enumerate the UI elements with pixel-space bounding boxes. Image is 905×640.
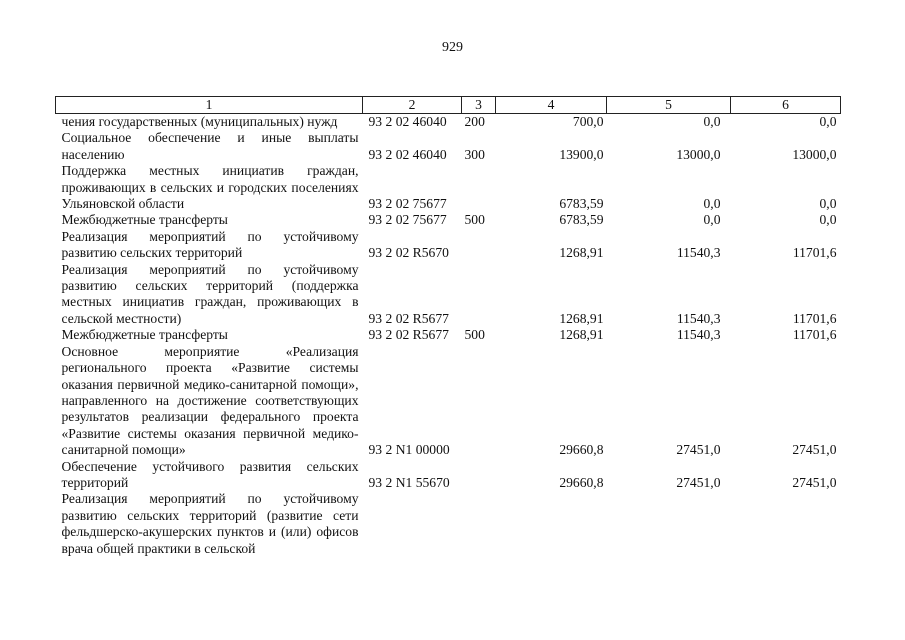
column-header: 3 <box>462 97 496 114</box>
row-expense-type <box>462 229 496 262</box>
table-row <box>56 163 841 212</box>
row-expense-type: 500 <box>464 327 485 343</box>
row-value-col4: 29660,8 <box>559 442 604 458</box>
row-value-col6: 0,0 <box>819 212 837 228</box>
row-value-col4: 1268,91 <box>559 245 604 261</box>
table-row <box>56 130 841 163</box>
row-name: Социальное обеспечение и иные выплаты населению <box>61 130 359 162</box>
column-header: 2 <box>363 97 462 114</box>
table-row <box>56 327 841 343</box>
row-code: 93 2 02 46040 <box>368 146 447 162</box>
row-value-col5: 27451,0 <box>676 442 721 458</box>
table-row <box>56 344 841 459</box>
row-value-col4: 1268,91 <box>559 327 604 343</box>
column-header: 6 <box>731 97 841 114</box>
row-name: чения государственных (муниципальных) нужд <box>61 114 338 129</box>
row-expense-type <box>462 491 496 557</box>
row-expense-type <box>462 344 496 459</box>
row-value-col5: 0,0 <box>703 114 721 129</box>
table-row <box>56 262 841 328</box>
row-expense-type: 500 <box>464 212 485 228</box>
row-value-col5 <box>607 491 731 557</box>
row-code: 93 2 02 R5670 <box>368 245 449 261</box>
row-value-col6: 27451,0 <box>792 474 837 490</box>
row-code: 93 2 02 R5677 <box>368 310 449 326</box>
row-code: 93 2 02 75677 <box>368 212 447 228</box>
row-name: Основное мероприятие «Реализация регионального проекта «Развитие системы оказания первичной медико-санитарной помощи», направленного на достижение соответствующих результатов реализации федерального проекта «Развитие системы оказания первичной медико-санитарной помощи» <box>61 343 359 458</box>
table-row <box>56 212 841 228</box>
table-row <box>56 114 841 131</box>
column-header: 5 <box>607 97 731 114</box>
row-value-col4 <box>496 491 607 557</box>
row-value-col4: 1268,91 <box>559 310 604 326</box>
row-name: Реализация мероприятий по устойчивому развитию сельских территорий <box>61 228 359 261</box>
row-name: Реализация мероприятий по устойчивому развитию сельских территорий (развитие сети фельдшерско-акушерских пунктов и (или) офисов врача общей практики в сельской <box>61 491 359 556</box>
row-value-col4: 6783,59 <box>559 212 604 228</box>
row-value-col4: 29660,8 <box>559 474 604 490</box>
row-name: Обеспечение устойчивого развития сельских территорий <box>61 458 359 490</box>
table-header-row <box>56 97 841 114</box>
column-header: 1 <box>56 97 363 114</box>
row-expense-type <box>462 459 496 492</box>
row-value-col5: 0,0 <box>703 196 721 212</box>
row-value-col6: 11701,6 <box>792 327 837 343</box>
row-value-col6: 27451,0 <box>792 442 837 458</box>
row-name: Межбюджетные трансферты <box>61 212 228 228</box>
row-code: 93 2 N1 00000 <box>368 442 450 458</box>
table-row <box>56 459 841 492</box>
row-code: 93 2 N1 55670 <box>368 474 450 490</box>
row-code: 93 2 02 75677 <box>368 196 447 212</box>
row-value-col5: 11540,3 <box>676 327 721 343</box>
page-number: 929 <box>442 40 463 55</box>
row-value-col6: 11701,6 <box>792 310 837 326</box>
row-value-col5: 27451,0 <box>676 474 721 490</box>
row-value-col4: 700,0 <box>572 114 604 129</box>
row-code <box>363 491 462 557</box>
row-value-col6: 11701,6 <box>792 245 837 261</box>
row-value-col5: 11540,3 <box>676 245 721 261</box>
row-name: Реализация мероприятий по устойчивому развитию сельских территорий (поддержка местных инициатив граждан, проживающих в сельской местности) <box>61 261 359 326</box>
row-value-col5: 13000,0 <box>676 146 721 162</box>
row-value-col6: 0,0 <box>819 196 837 212</box>
row-value-col5: 0,0 <box>703 212 721 228</box>
row-value-col6: 13000,0 <box>792 146 837 162</box>
row-value-col5: 11540,3 <box>676 310 721 326</box>
row-value-col6: 0,0 <box>819 114 837 129</box>
row-code: 93 2 02 46040 <box>368 114 447 129</box>
row-expense-type <box>462 262 496 328</box>
table-row <box>56 229 841 262</box>
row-expense-type: 300 <box>464 146 485 162</box>
row-value-col4: 6783,59 <box>559 196 604 212</box>
row-name: Поддержка местных инициатив граждан, проживающих в сельских и городских поселениях Ульяновской области <box>61 163 359 212</box>
row-name: Межбюджетные трансферты <box>61 327 228 343</box>
row-value-col6 <box>731 491 841 557</box>
table-row <box>56 491 841 557</box>
row-code: 93 2 02 R5677 <box>368 327 449 343</box>
budget-table <box>55 96 841 557</box>
column-header: 4 <box>496 97 607 114</box>
row-value-col4: 13900,0 <box>559 146 604 162</box>
row-expense-type: 200 <box>464 114 485 129</box>
row-expense-type <box>462 163 496 212</box>
